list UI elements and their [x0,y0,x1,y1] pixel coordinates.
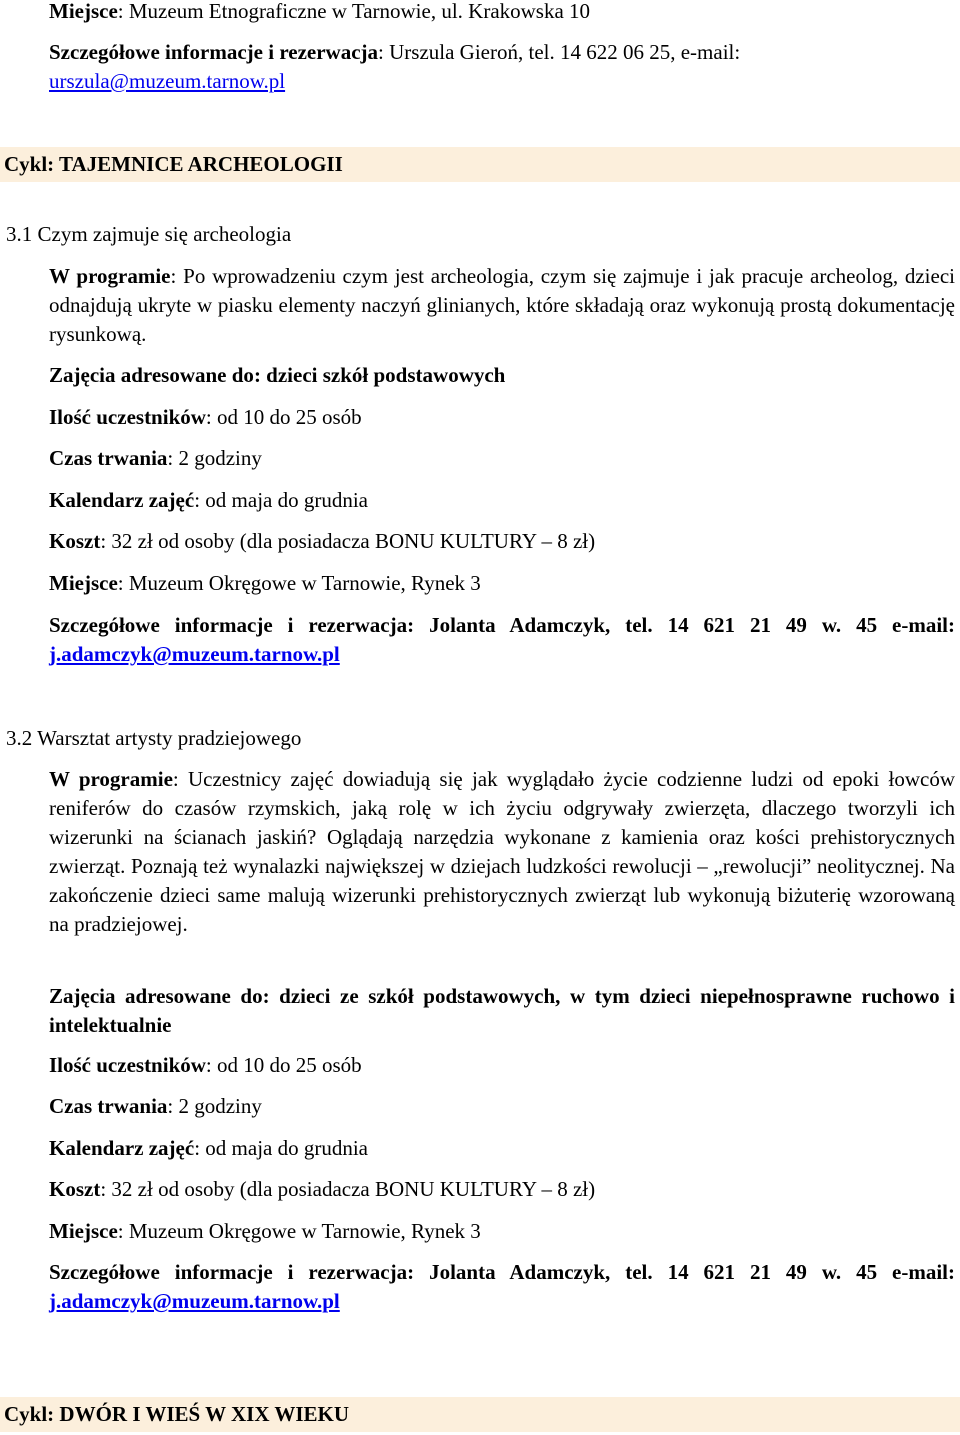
calendar-3-2: Kalendarz zajęć: od maja do grudnia [49,1136,368,1160]
participants-3-1: Ilość uczestników: od 10 do 25 osób [49,405,362,429]
email-link[interactable]: urszula@muzeum.tarnow.pl [49,69,286,93]
intro-contact: Szczegółowe informacje i rezerwacja: Urszula Gieroń, tel. 14 622 06 25, e-mail: urszula@muzeum.tarnow.pl [49,40,741,93]
program-3-2: W programie: Uczestnicy zajęć dowiadują się jak wyglądało życie codzienne ludzi od epoki łowców reniferów do czasów rzymskich, jaką rolę w ich życiu odgrywały zwierzęta, dlaczego tworzyli ich wizerunki na ścianach jaskiń? Oglądają narzędzia wykonane z kamienia oraz kości prehistorycznych zwierząt. Poznają też wynalazki największej w dziejach ludzkości rewolucji – „rewolucji” neolitycznej. Na zakończenie dzieci same malują wizerunki prehistorycznych zwierząt lub wykonują biżuterię wzorowaną na pradziejowej. [49,767,955,936]
program-3-1: W programie: Po wprowadzeniu czym jest archeologia, czym się zajmuje i jak pracuje archeolog, dzieci odnajdują ukryte w piasku elementy naczyń glinianych, które składają oraz wykonują prostą dokumentację rysunkową. [49,264,955,346]
workshop-heading-3-2: 3.2 Warsztat artysty pradziejowego [6,726,302,750]
duration-3-2: Czas trwania: 2 godziny [49,1094,262,1118]
cost-3-2: Koszt: 32 zł od osoby (dla posiadacza BONU KULTURY – 8 zł) [49,1177,596,1201]
workshop-heading-3-1: 3.1 Czym zajmuje się archeologia [6,222,292,246]
participants-3-2: Ilość uczestników: od 10 do 25 osób [49,1053,362,1077]
place-3-1: Miejsce: Muzeum Okręgowe w Tarnowie, Rynek 3 [49,571,481,595]
calendar-3-1: Kalendarz zajęć: od maja do grudnia [49,488,368,512]
duration-3-1: Czas trwania: 2 godziny [49,446,262,470]
audience-3-2: Zajęcia adresowane do: dzieci ze szkół podstawowych, w tym dzieci niepełnosprawne ruchowo i intelektualnie [49,984,955,1037]
audience-3-1: Zajęcia adresowane do: dzieci szkół podstawowych [49,363,506,387]
contact-3-1: Szczegółowe informacje i rezerwacja: Jolanta Adamczyk, tel. 14 621 21 49 w. 45 e-mail: j.adamczyk@muzeum.tarnow.pl [49,613,956,666]
contact-3-2: Szczegółowe informacje i rezerwacja: Jolanta Adamczyk, tel. 14 621 21 49 w. 45 e-mail: j.adamczyk@muzeum.tarnow.pl [49,1260,956,1313]
cycle-band-tajemnice [0,147,960,182]
place-3-2: Miejsce: Muzeum Okręgowe w Tarnowie, Rynek 3 [49,1219,481,1243]
cycle-band-dwor [0,1397,960,1432]
place-label: Miejsce [49,0,118,23]
email-link[interactable]: j.adamczyk@muzeum.tarnow.pl [49,1289,340,1313]
cycle-title: Cykl: TAJEMNICE ARCHEOLOGII [4,152,343,176]
intro-place: Miejsce: Muzeum Etnograficzne w Tarnowie, ul. Krakowska 10 [49,0,591,23]
contact-label: Szczegółowe informacje i rezerwacja [49,40,379,64]
email-link[interactable]: j.adamczyk@muzeum.tarnow.pl [49,642,340,666]
cycle-title: Cykl: DWÓR I WIEŚ W XIX WIEKU [4,1402,350,1426]
cost-3-1: Koszt: 32 zł od osoby (dla posiadacza BONU KULTURY – 8 zł) [49,529,596,553]
